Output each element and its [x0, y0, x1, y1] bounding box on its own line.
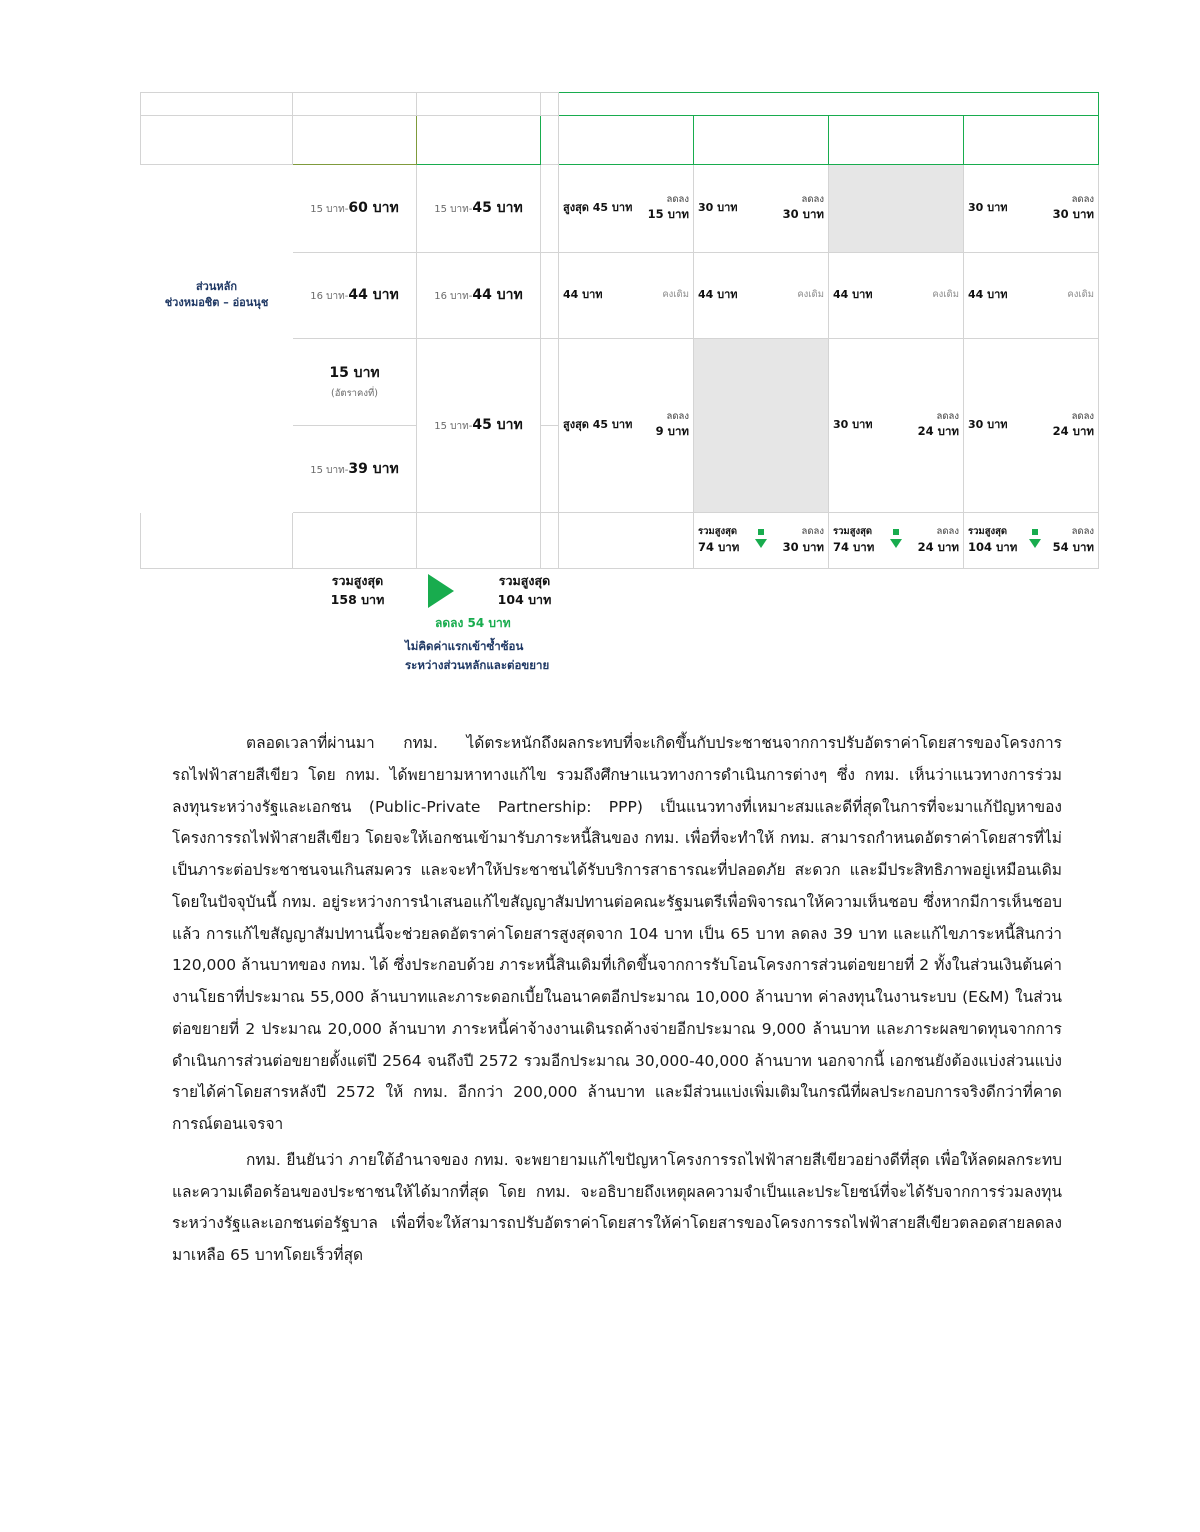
example-fare: 44 บาท	[968, 287, 1008, 301]
example-delta-amount: 9 บาท	[655, 423, 689, 438]
total-right	[783, 525, 824, 554]
spacer-cell	[541, 425, 559, 512]
row-label-line2: ช่วงหมอชิต – อ่อนนุช	[164, 296, 269, 309]
rate-header-158	[293, 116, 417, 165]
rate158-row0-max: 60 บาท	[348, 200, 399, 216]
rate104-row2-base: 15 บาท-	[434, 421, 473, 432]
total-amount: 74 บาท	[698, 539, 740, 554]
summary-reduction: ลดลง 54 บาท	[435, 615, 511, 630]
table-title-row	[141, 93, 1099, 116]
rate104-row0	[417, 164, 541, 252]
total-cell-2	[829, 512, 964, 568]
total-reduce-tag: ลดลง	[936, 526, 959, 538]
example-delta-tag: ลดลง	[801, 193, 824, 205]
total-reduce-amount: 24 บาท	[917, 539, 959, 554]
row-label-extension1	[141, 338, 293, 425]
total-cell-1	[694, 512, 829, 568]
paragraph-1: ตลอดเวลาที่ผ่านมา กทม. ได้ตระหนักถึงผลกระทบที่จะเกิดขึ้นกับประชาชนจากการปรับอัตราค่าโดยสารของโครงการรถไฟฟ้าสายสีเขียว โดย กทม. ได้พยายามหาทางแก้ไข รวมถึงศึกษาแนวทางการดำเนินการต่างๆ ซึ่ง กทม. เห็นว่าแนวทางการร่วมลงทุนระหว่างรัฐและเอกชน (Public-Private Partnership: PPP) เป็นแนวทางที่เหมาะสมและดีที่สุดในการที่จะมาแก้ปัญหาของโครงการรถไฟฟ้าสายสีเขียว โดยจะให้เอกชนเข้ามารับภาระหนี้สินของ กทม. เพื่อที่จะทำให้ กทม. สามารถกำหนดอัตราค่าโดยสารที่ไม่เป็นภาระต่อประชาชนจนเกินสมควร และจะทำให้ประชาชนได้รับบริการสาธารณะที่ปลอดภัย สะดวก และมีประสิทธิภาพอยู่เหมือนเดิม โดยในปัจจุบันนี้ กทม. อยู่ระหว่างการนำเสนอแก้ไขสัญญาสัมปทานต่อคณะรัฐมนตรีเพื่อพิจารณาให้ความเห็นชอบ ซึ่งหากมีการเห็นชอบแล้ว การแก้ไขสัญญาสัมปทานนี้จะช่วยลดอัตราค่าโดยสารสูงสุดจาก 104 บาท เป็น 65 บาท ลดลง 39 บาท และแก้ไขภาระหนี้สินกว่า 120,000 ล้านบาทของ กทม. ได้ ซึ่งประกอบด้วย ภาระหนี้สินเดิมที่เกิดขึ้นจากการรับโอนโครงการส่วนต่อขยายที่ 2 ทั้งในส่วนเงินต้นค่างานโยธาที่ประมาณ 55,000 ล้านบาทและภาระดอกเบี้ยในอนาคตอีกประมาณ 10,000 ล้านบาท ค่าลงทุนในงานระบบ (E&M) ในส่วนต่อขยายที่ 2 ประมาณ 20,000 ล้านบาท ภาระหนี้ค่าจ้างงานเดินรถค้างจ่ายอีกประมาณ 9,000 ล้านบาท และภาระผลขาดทุนจากการดำเนินการส่วนต่อขยายตั้งแต่ปี 2564 จนถึงปี 2572 รวมอีกประมาณ 30,000-40,000 ล้านบาท นอกจากนี้ เอกชนยังต้องแบ่งส่วนแบ่งรายได้ค่าโดยสารหลังปี 2572 ให้ กทม. อีกกว่า 200,000 ล้านบาท และมีส่วนแบ่งเพิ่มเติมในกรณีที่ผลประกอบการจริงดีกว่าที่คาดการณ์ตอนเจรจา	[172, 734, 1062, 1134]
example-delta-tag: ลดลง	[1071, 193, 1095, 205]
spacer-cell	[417, 512, 541, 568]
table-row	[141, 252, 1099, 338]
spacer-cell	[541, 93, 559, 116]
example-cell-r23c0	[559, 338, 694, 512]
example-cell-r0c1	[694, 164, 829, 252]
row-label-line2: ช่วง ห้าแยกลาดพร้าว –	[160, 200, 273, 214]
example-cell-r1c3	[964, 252, 1099, 338]
total-amount: 104 บาท	[968, 539, 1018, 554]
rate-header-104-line2: 104 บาท	[454, 139, 503, 153]
example-delta	[1053, 411, 1094, 439]
total-reduce-amount: 54 บาท	[1052, 539, 1095, 554]
rate158-row2-flat: 15 บาท	[329, 365, 380, 381]
row-label-line2: ช่วงบางจาก – แบริ่ง	[168, 382, 265, 396]
spacer-cell	[541, 512, 559, 568]
document-body	[172, 728, 1062, 1272]
table-header-row	[141, 116, 1099, 165]
summary-before-amount: 158 บาท	[330, 591, 385, 607]
summary-note-line2: ระหว่างส่วนหลักและต่อขยาย	[405, 658, 550, 673]
total-amount: 74 บาท	[833, 539, 875, 554]
rate-header-158-line1: อัตราค่าโดยสารสูงสุด	[302, 124, 407, 138]
example-fare: สูงสุด 45 บาท	[563, 200, 633, 214]
fare-summary	[295, 572, 815, 702]
example-cell-r1c1	[694, 252, 829, 338]
example-cell-r23c1-blank	[694, 338, 829, 512]
example-cell-r23c3	[964, 338, 1099, 512]
example-fare: 30 บาท	[698, 200, 738, 214]
summary-after	[462, 572, 587, 610]
total-left	[833, 525, 874, 554]
example-cell-r1c2	[829, 252, 964, 338]
rate104-row0-base: 15 บาท-	[434, 204, 473, 215]
row-label-line3: คูคต	[205, 217, 228, 231]
example-delta	[918, 411, 959, 439]
paragraph-2: กทม. ยืนยันว่า ภายใต้อำนาจของ กทม. จะพยายามแก้ไขปัญหาโครงการรถไฟฟ้าสายสีเขียวอย่างดีที่สุด เพื่อให้ลดผลกระทบและความเดือดร้อนของประชาชนให้ได้มากที่สุด โดย กทม. จะอธิบายถึงเหตุผลความจำเป็นและประโยชน์ที่จะได้รับจากการร่วมลงทุนระหว่างรัฐและเอกชนต่อรัฐบาล เพื่อที่จะให้สามารถปรับอัตราค่าโดยสารให้ค่าโดยสารของโครงการรถไฟฟ้าสายสีเขียวตลอดสายลดลงมาเหลือ 65 บาทโดยเร็วที่สุด	[172, 1150, 1062, 1265]
example-delta-same: คงเดิม	[662, 288, 689, 300]
example-cell-r23c2	[829, 338, 964, 512]
total-left	[698, 525, 739, 554]
total-right	[918, 525, 959, 554]
rate-header-158-line2: 158 บาท	[330, 139, 379, 153]
example-delta-same: คงเดิม	[797, 288, 824, 300]
example-cell-r0c0	[559, 164, 694, 252]
rate104-row2-max: 45 บาท	[472, 417, 523, 433]
spacer-cell	[541, 252, 559, 338]
example-delta-amount: 24 บาท	[917, 423, 959, 438]
rate158-row1-max: 44 บาท	[348, 287, 399, 303]
rate104-row1-base: 16 บาท-	[434, 291, 473, 302]
summary-before	[295, 572, 420, 610]
example-header-0: กรณี เดินทางภายใน ส่วนหลักหรือส่วนต่อขยาย	[559, 116, 694, 165]
rate158-row1	[293, 252, 417, 338]
example-delta	[648, 194, 689, 222]
spacer-cell	[293, 93, 417, 116]
spacer-cell	[417, 93, 541, 116]
total-caption: รวมสูงสุด	[698, 526, 738, 538]
example-delta	[783, 194, 824, 222]
rate104-row1	[417, 252, 541, 338]
summary-after-caption: รวมสูงสุด	[498, 573, 551, 588]
rate104-row1-max: 44 บาท	[472, 287, 523, 303]
rate158-row3-max: 39 บาท	[348, 460, 399, 477]
spacer-cell	[541, 164, 559, 252]
row-label-extension2-north	[141, 164, 293, 252]
example-delta-amount: 30 บาท	[782, 206, 824, 221]
row-label-line1: ส่วนต่อขยายที่ 2	[176, 453, 257, 466]
rate104-row2-3-merged	[417, 338, 541, 512]
spacer-cell	[541, 116, 559, 165]
spacer-cell	[293, 512, 417, 568]
table-total-row	[141, 512, 1099, 568]
rate158-row1-base: 16 บาท-	[310, 291, 349, 302]
fare-comparison-table	[140, 92, 1098, 652]
example-delta-amount: 24 บาท	[1052, 423, 1095, 438]
total-caption: รวมสูงสุด	[833, 526, 873, 538]
row-label-line2: ช่วงสำโรง – เคหะฯ	[170, 469, 263, 483]
corner-cell	[141, 116, 293, 165]
total-reduce-tag: ลดลง	[801, 526, 824, 538]
example-delta-same: คงเดิม	[932, 288, 959, 300]
example-fare: 44 บาท	[563, 287, 603, 301]
example-delta	[1053, 194, 1094, 222]
example-delta	[656, 411, 689, 439]
total-cell-blank	[559, 512, 694, 568]
summary-before-caption: รวมสูงสุด	[331, 573, 384, 588]
example-header-3: กรณี เดินทางตลอดสาย	[964, 116, 1099, 165]
down-arrow-icon	[1028, 532, 1042, 547]
example-fare: 44 บาท	[698, 287, 738, 301]
summary-comparison-row	[295, 572, 815, 610]
row-label-extension2-south	[141, 425, 293, 512]
rate-header-104	[417, 116, 541, 165]
total-left	[968, 525, 1017, 554]
example-delta-tag: ลดลง	[1071, 410, 1095, 422]
rate158-row2-note: (อัตราคงที่)	[331, 388, 378, 399]
example-fare: สูงสุด 45 บาท	[563, 417, 633, 431]
example-delta-tag: ลดลง	[666, 193, 689, 205]
total-reduce-tag: ลดลง	[1071, 526, 1095, 538]
rate158-row2	[293, 338, 417, 425]
example-fare: 30 บาท	[968, 200, 1008, 214]
rate158-row0-base: 15 บาท-	[310, 204, 349, 215]
row-label-line1: ส่วนต่อขยายที่ 1	[176, 366, 257, 379]
examples-title: ตัวอย่างการคิดค่าโดยสาร	[559, 93, 1099, 116]
example-delta-tag: ลดลง	[666, 410, 689, 422]
rate104-row0-max: 45 บาท	[472, 200, 523, 216]
row-label-core	[141, 252, 293, 338]
example-fare: 30 บาท	[833, 417, 873, 431]
total-caption: รวมสูงสุด	[968, 526, 1008, 538]
summary-note	[405, 637, 815, 676]
rate-header-104-line1: อัตราค่าโดยสารสูงสุด	[426, 124, 531, 138]
example-cell-r0c2-blank	[829, 164, 964, 252]
example-header-2: กรณี เดินทางจากส่วนหลักข้ามไปช่วงบางหว้า-เคหะฯ	[829, 116, 964, 165]
example-delta-same: คงเดิม	[1067, 288, 1095, 300]
down-arrow-icon	[889, 532, 903, 547]
row-label-line1: ส่วนหลัก	[195, 279, 238, 293]
example-header-1: กรณี เดินทางจากส่วนหลักข้ามไปช่วงห้าแยกลาดพร้าว-คูคต	[694, 116, 829, 165]
total-right	[1053, 525, 1094, 554]
total-reduce-amount: 30 บาท	[782, 539, 824, 554]
row-label-line1: ส่วนต่อขยายที่ 2	[176, 184, 257, 198]
example-cell-r0c3	[964, 164, 1099, 252]
example-delta-amount: 30 บาท	[1052, 206, 1095, 221]
rate158-row3-base: 15 บาท-	[310, 464, 349, 476]
summary-note-line1: ไม่คิดค่าแรกเข้าซ้ำซ้อน	[405, 638, 524, 653]
total-cell-3	[964, 512, 1099, 568]
table-row	[141, 338, 1099, 425]
right-arrow-icon	[428, 574, 454, 608]
example-fare: 44 บาท	[833, 287, 873, 301]
spacer-cell	[541, 338, 559, 425]
table-row	[141, 164, 1099, 252]
summary-after-amount: 104 บาท	[497, 591, 552, 607]
example-fare: 30 บาท	[968, 417, 1008, 431]
example-cell-r1c0	[559, 252, 694, 338]
rate158-row0	[293, 164, 417, 252]
rate158-row3	[293, 425, 417, 512]
example-delta-tag: ลดลง	[936, 410, 959, 422]
spacer-cell	[141, 93, 293, 116]
example-delta-amount: 15 บาท	[647, 206, 689, 221]
down-arrow-icon	[754, 532, 768, 547]
spacer-cell	[141, 512, 293, 568]
